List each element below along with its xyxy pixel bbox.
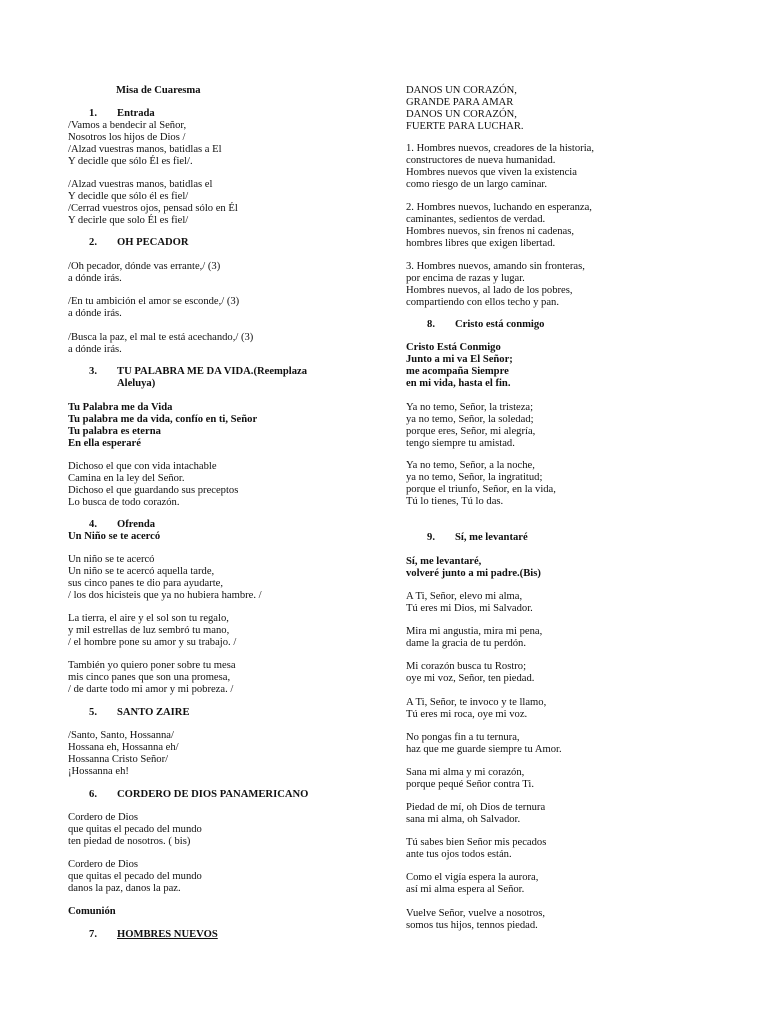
verse-line: y mil estrellas de luz sembró tu mano, (68, 624, 230, 636)
verse-line: /Busca la paz, el mal te está acechando,/ (3) (68, 332, 254, 343)
verse-block (68, 660, 236, 696)
chorus-line: DANOS UN CORAZÓN, (406, 108, 517, 120)
verse-block (406, 143, 594, 191)
section-number: 8. (427, 319, 435, 330)
section-heading-ofrenda (68, 519, 160, 543)
verse-line: Un niño se te acercó (68, 554, 155, 565)
section-title: Entrada (117, 108, 155, 119)
chorus-block (68, 402, 257, 450)
verse-line: así mi alma espera al Señor. (406, 883, 525, 895)
section-number: 7. (89, 929, 97, 940)
verse-block (68, 461, 238, 509)
verse-line: ya no temo, Señor, la ingratitud; (406, 471, 543, 483)
verse-line: como riesgo de un largo caminar. (406, 178, 548, 190)
chorus-line: GRANDE PARA AMAR (406, 96, 514, 108)
verse-line: 1. Hombres nuevos, creadores de la historia, (406, 143, 594, 154)
verse-line: /Oh pecador, dónde vas errante,/ (3) (68, 261, 221, 272)
verse-line: por encima de razas y lugar. (406, 272, 525, 284)
verse-block (68, 730, 179, 778)
section-number: 5. (89, 707, 97, 718)
chorus-line: Junto a mi va El Señor; (406, 353, 513, 365)
verse-line: 3. Hombres nuevos, amando sin fronteras, (406, 261, 585, 272)
verse-line: Hossana eh, Hossanna eh/ (68, 741, 179, 753)
section-title: HOMBRES NUEVOS (117, 929, 218, 940)
verse-block (406, 802, 545, 826)
verse-line: sus cinco panes te dio para ayudarte, (68, 577, 224, 589)
section-heading-cristo (406, 319, 544, 331)
verse-line: Tú sabes bien Señor mis pecados (406, 837, 547, 848)
verse-line: Dichoso el que con vida intachable (68, 461, 217, 472)
verse-line: danos la paz, danos la paz. (68, 882, 181, 894)
verse-line: Ya no temo, Señor, a la noche, (406, 460, 535, 471)
verse-block (406, 837, 546, 861)
verse-block (406, 767, 534, 791)
section-number: 9. (427, 532, 435, 543)
verse-line: Hombres nuevos, al lado de los pobres, (406, 284, 573, 296)
verse-line: oye mi voz, Señor, ten piedad. (406, 672, 535, 684)
verse-block (68, 554, 262, 602)
verse-line: Ya no temo, Señor, la tristeza; (406, 402, 534, 413)
section-title: OH PECADOR (117, 237, 189, 248)
verse-line: Tú lo tienes, Tú lo das. (406, 495, 504, 507)
verse-line: /Alzad vuestras manos, batidlas a El (68, 143, 222, 155)
verse-line: La tierra, el aire y el sol son tu regalo, (68, 613, 229, 624)
verse-block (406, 661, 534, 685)
verse-line: Tú eres mi Dios, mi Salvador. (406, 602, 533, 614)
verse-line: Piedad de mí, oh Dios de ternura (406, 802, 546, 813)
section-title: Sí, me levantaré (455, 532, 528, 543)
verse-line: somos tus hijos, tennos piedad. (406, 919, 538, 931)
verse-line: a dónde irás. (68, 272, 122, 284)
verse-line: porque el triunfo, Señor, en la vida, (406, 483, 556, 495)
chorus-line: me acompaña Siempre (406, 365, 509, 377)
verse-line: Tú eres mi roca, oye mi voz. (406, 708, 528, 720)
verse-block (68, 120, 222, 168)
chorus-block (406, 556, 541, 580)
section-title: Cristo está conmigo (455, 319, 545, 330)
verse-block (68, 613, 236, 649)
comunion-heading: Comunión (68, 906, 116, 917)
chorus-line: DANOS UN CORAZÓN, (406, 85, 517, 96)
verse-block (68, 332, 253, 356)
verse-block (68, 812, 202, 848)
verse-line: ten piedad de nosotros. ( bis) (68, 835, 191, 847)
verse-line: Sana mi alma y mi corazón, (406, 767, 525, 778)
section-heading-cordero (68, 789, 308, 801)
verse-block (406, 872, 538, 896)
verse-block (406, 261, 585, 309)
verse-line: Y decidle que sólo Él es fiel/. (68, 155, 193, 167)
section-heading-me-levantare (406, 532, 528, 544)
verse-line: ante tus ojos todos están. (406, 848, 512, 860)
verse-line: /Vamos a bendecir al Señor, (68, 120, 187, 131)
chorus-line: FUERTE PARA LUCHAR. (406, 120, 524, 132)
verse-line: caminantes, sedientos de verdad. (406, 213, 546, 225)
verse-line: constructores de nueva humanidad. (406, 154, 556, 166)
verse-line: haz que me guarde siempre tu Amor. (406, 743, 562, 755)
verse-block (68, 296, 239, 320)
verse-block (406, 460, 556, 508)
verse-line: A Ti, Señor, te invoco y te llamo, (406, 697, 547, 708)
verse-line: Mi corazón busca tu Rostro; (406, 661, 527, 672)
chorus-block (406, 85, 524, 133)
section-title: Ofrenda (117, 519, 156, 530)
verse-line: Hombres nuevos, sin frenos ni cadenas, (406, 225, 574, 237)
verse-line: tengo siempre tu amistad. (406, 437, 515, 449)
chorus-line: volveré junto a mi padre.(Bis) (406, 567, 541, 579)
chorus-line: Tu palabra es eterna (68, 425, 161, 437)
verse-line: ¡Hossanna eh! (68, 765, 129, 777)
verse-line: Hossanna Cristo Señor/ (68, 753, 169, 765)
section-number: 6. (89, 789, 97, 800)
section-number: 4. (89, 519, 97, 530)
section-number: 3. (89, 366, 97, 377)
verse-line: Dichoso el que guardando sus preceptos (68, 484, 239, 496)
verse-line: A Ti, Señor, elevo mi alma, (406, 591, 523, 602)
verse-line: / los dos hicisteis que ya no hubiera hambre. / (68, 589, 262, 601)
section-heading-tu-palabra (68, 366, 307, 390)
document-title: Misa de Cuaresma (116, 85, 201, 96)
verse-line: Camina en la ley del Señor. (68, 472, 185, 484)
verse-line: porque pequé Señor contra Ti. (406, 778, 534, 790)
section-title: TU PALABRA ME DA VIDA.(Reemplaza (117, 366, 307, 377)
verse-line: a dónde irás. (68, 343, 122, 355)
verse-line: Nosotros los hijos de Dios / (68, 131, 186, 143)
section-title: CORDERO DE DIOS PANAMERICANO (117, 789, 309, 800)
verse-line: Y decirle que solo Él es fiel/ (68, 214, 189, 226)
verse-line: Como el vigía espera la aurora, (406, 872, 539, 883)
verse-block (406, 908, 545, 932)
verse-block (68, 261, 220, 285)
verse-line: /En tu ambición el amor se esconde,/ (3) (68, 296, 240, 307)
verse-block (68, 179, 238, 227)
verse-line: sana mi alma, oh Salvador. (406, 813, 521, 825)
section-number: 1. (89, 108, 97, 119)
verse-line: /Cerrad vuestros ojos, pensad sólo en Él (68, 202, 238, 214)
verse-line: /Alzad vuestras manos, batidlas el (68, 179, 213, 190)
verse-block (406, 591, 533, 615)
verse-line: Vuelve Señor, vuelve a nosotros, (406, 908, 545, 919)
verse-line: hombres libres que exigen libertad. (406, 237, 556, 249)
verse-block (68, 859, 202, 895)
section-heading-santo (68, 707, 190, 719)
verse-line: Lo busca de todo corazón. (68, 496, 180, 508)
verse-line: No pongas fin a tu ternura, (406, 732, 520, 743)
verse-line: Cordero de Dios (68, 812, 139, 823)
section-heading-hombres-nuevos (68, 929, 218, 941)
verse-line: 2. Hombres nuevos, luchando en esperanza, (406, 202, 592, 213)
chorus-line: Cristo Está Conmigo (406, 342, 501, 353)
verse-line: Cordero de Dios (68, 859, 139, 870)
section-number: 2. (89, 237, 97, 248)
verse-line: que quitas el pecado del mundo (68, 823, 202, 835)
section-title: SANTO ZAIRE (117, 707, 190, 718)
verse-block (406, 402, 535, 450)
verse-line: /Santo, Santo, Hossanna/ (68, 730, 174, 741)
verse-line: mis cinco panes que son una promesa, (68, 671, 231, 683)
section-title-continued: Aleluya) (117, 377, 156, 389)
verse-line: que quitas el pecado del mundo (68, 870, 202, 882)
chorus-line: Tu palabra me da vida, confío en ti, Señor (68, 413, 258, 425)
verse-line: Mira mi angustia, mira mi pena, (406, 626, 543, 637)
chorus-line: En ella esperaré (68, 437, 141, 449)
chorus-block (406, 342, 513, 390)
verse-block (406, 626, 542, 650)
section-heading-oh-pecador (68, 237, 189, 249)
verse-line: dame la gracia de tu perdón. (406, 637, 527, 649)
verse-line: Hombres nuevos que viven la existencia (406, 166, 577, 178)
verse-line: ya no temo, Señor, la soledad; (406, 413, 534, 425)
chorus-line: Sí, me levantaré, (406, 556, 482, 567)
verse-block (406, 697, 546, 721)
verse-line: compartiendo con ellos techo y pan. (406, 296, 559, 308)
verse-line: a dónde irás. (68, 307, 122, 319)
section-subtitle: Un Niño se te acercó (68, 530, 161, 542)
section-heading-entrada (68, 108, 155, 120)
verse-line: / el hombre pone su amor y su trabajo. / (68, 636, 237, 648)
verse-line: Un niño se te acercó aquella tarde, (68, 565, 215, 577)
verse-block (406, 202, 592, 250)
verse-line: Y decidle que sólo él es fiel/ (68, 190, 189, 202)
chorus-line: Tu Palabra me da Vida (68, 402, 173, 413)
verse-line: porque eres, Señor, mi alegría, (406, 425, 536, 437)
verse-line: También yo quiero poner sobre tu mesa (68, 660, 236, 671)
chorus-line: en mi vida, hasta el fin. (406, 377, 511, 389)
verse-block (406, 732, 562, 756)
verse-line: / de darte todo mi amor y mi pobreza. / (68, 683, 234, 695)
